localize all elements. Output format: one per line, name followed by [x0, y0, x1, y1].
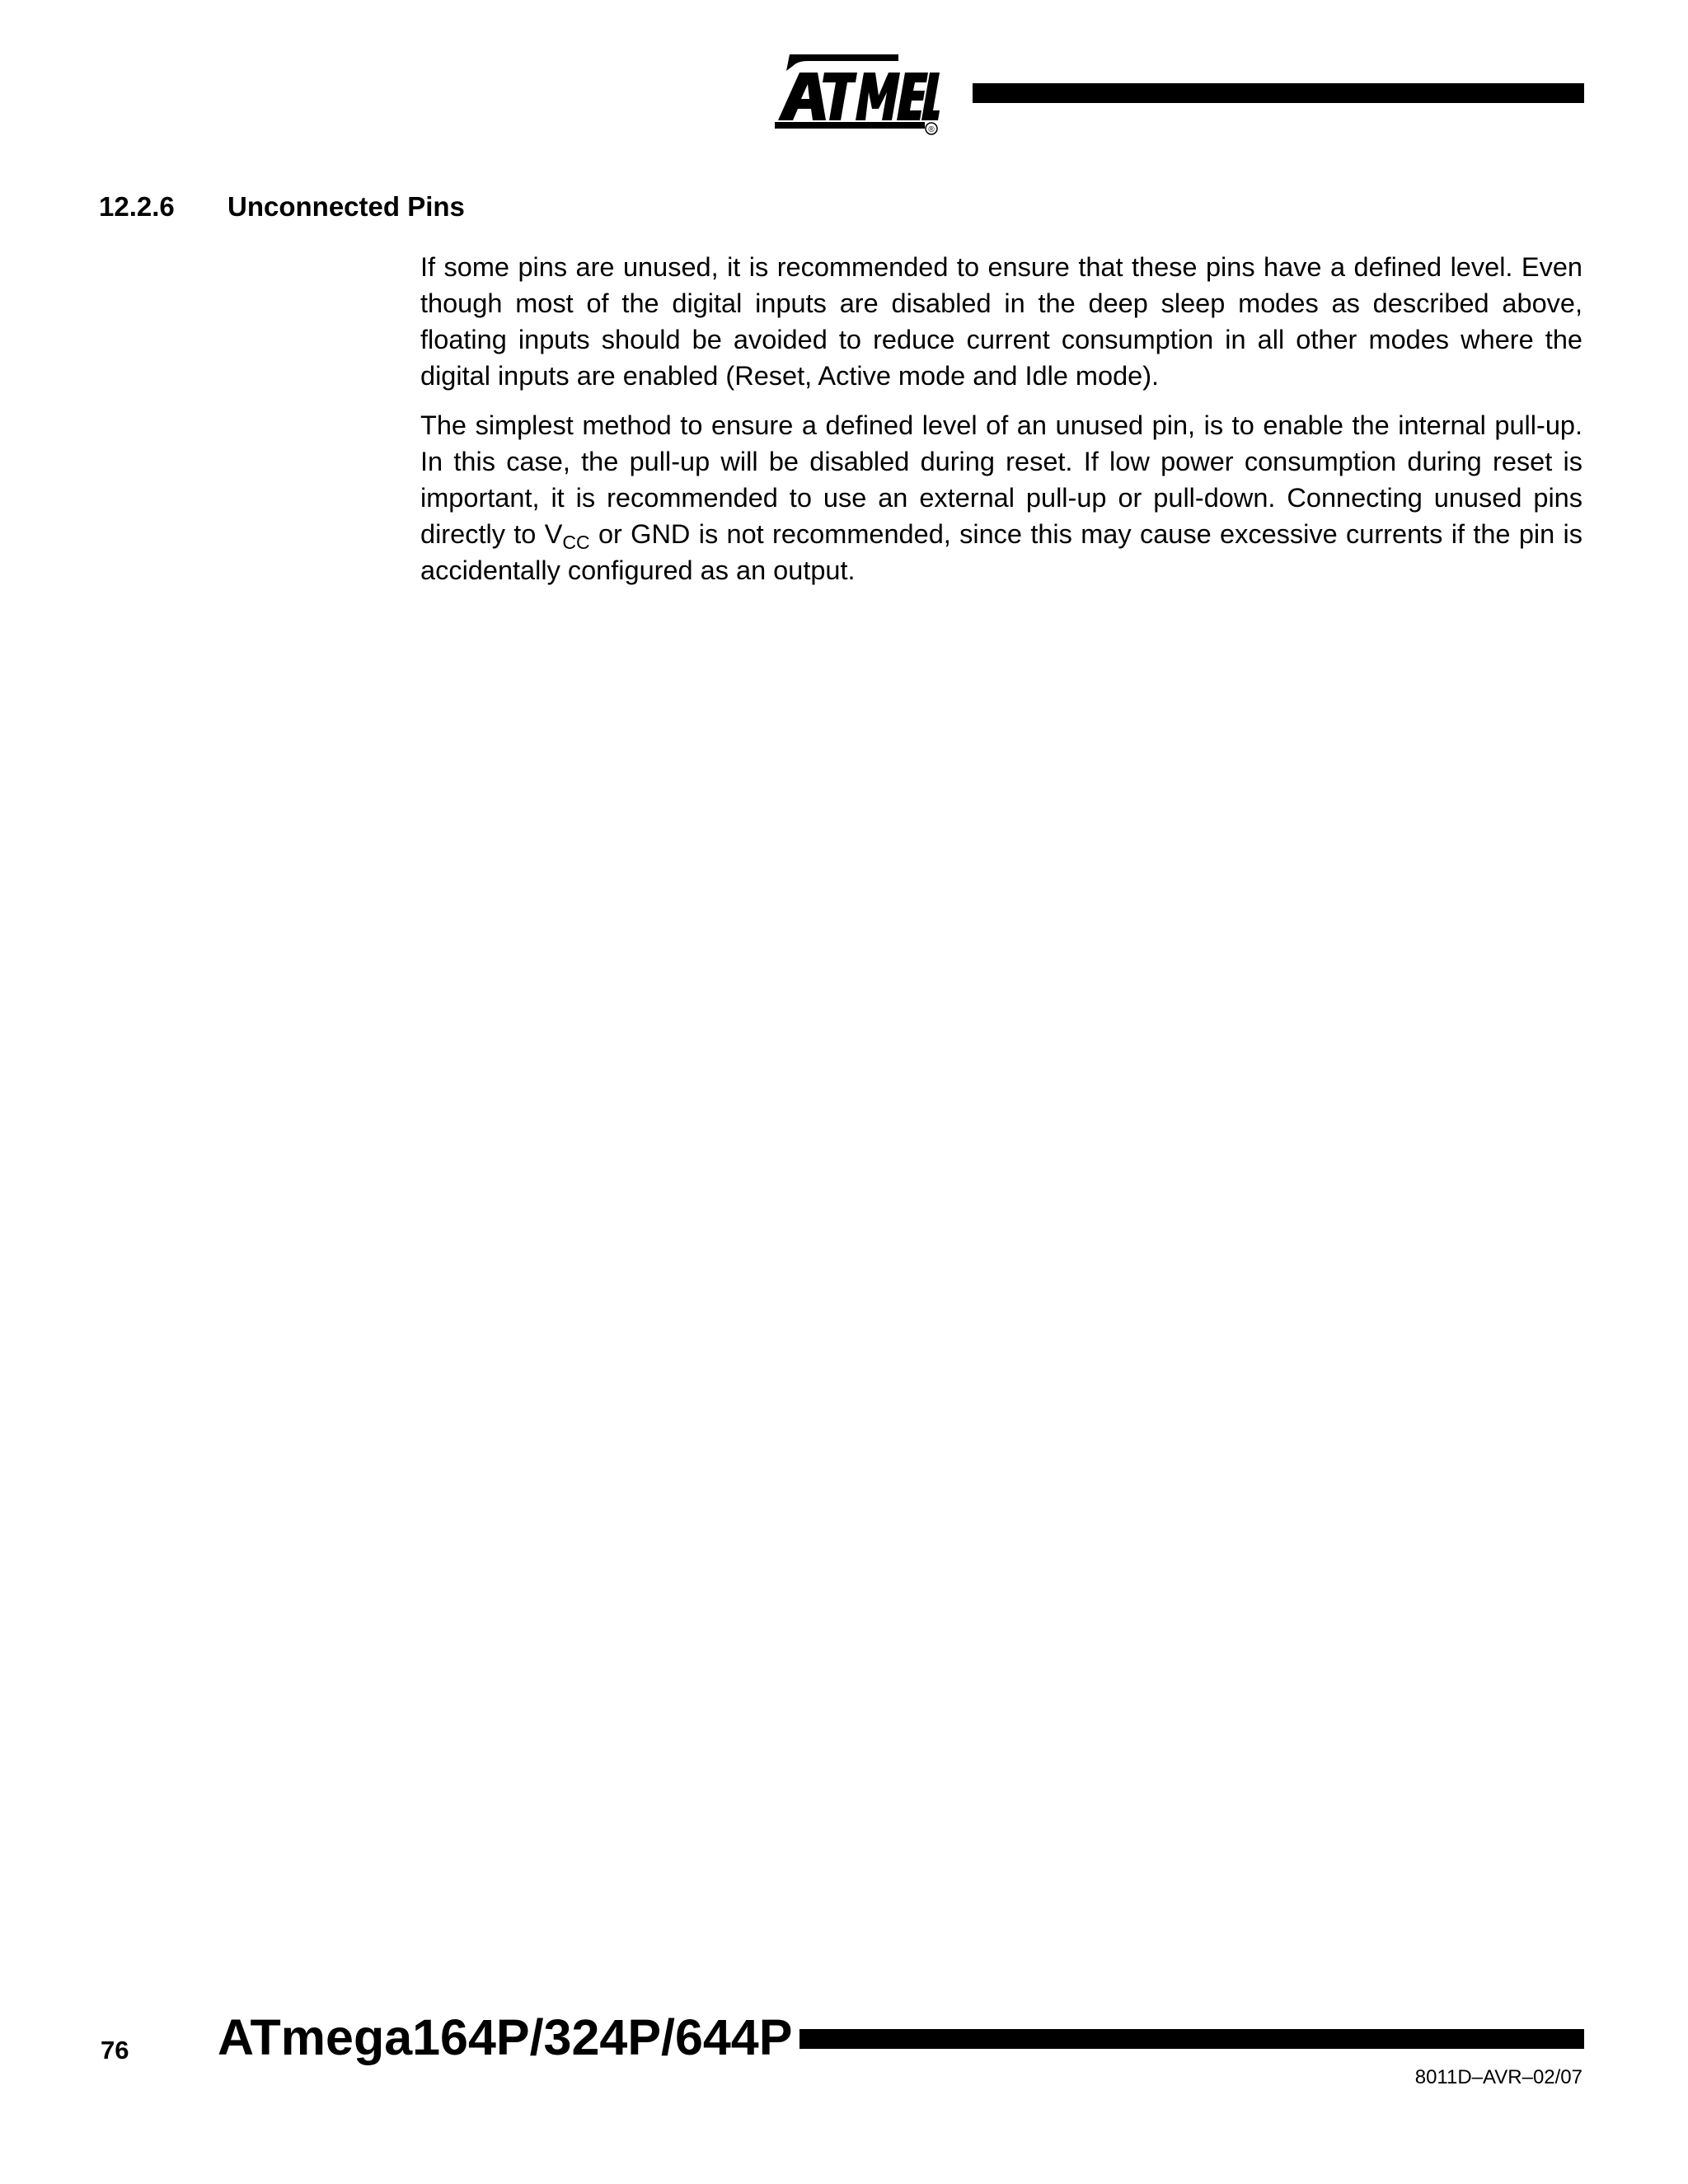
vcc-subscript: CC: [562, 532, 590, 553]
section-body: [420, 249, 1582, 602]
document-title: ATmega164P/324P/644P: [218, 2009, 793, 2065]
paragraph-2-text-before: The simplest method to ensure a defined level of an unused pin, is to enable the internal pull-up. In this case, the pull-up will be disabled during reset. If low power consumption during reset is important, it is recommended to use an external pull-up or pull-down. Connecting unused pins directly to V: [420, 410, 1582, 549]
paragraph-1: If some pins are unused, it is recommended to ensure that these pins have a defined level. Even though most of the digital inputs are disabled in the deep sleep modes as described above, floating inputs should be avoided to reduce current consumption in all other modes where the digital inputs are enabled (Reset, Active mode and Idle mode).: [420, 252, 1582, 391]
page-number: 76: [101, 2036, 129, 2064]
document-code: 8011D–AVR–02/07: [1414, 2066, 1582, 2088]
section-title: Unconnected Pins: [227, 191, 465, 222]
paragraph-2-text-after: or GND is not recommended, since this may cause excessive currents if the pin is accidentally configured as an output.: [420, 519, 1582, 585]
footer-rule: [799, 2029, 1584, 2049]
svg-text:®: ®: [928, 125, 935, 134]
paragraph-2: [420, 407, 1582, 588]
atmel-logo: [775, 49, 940, 137]
header-rule: [973, 83, 1584, 103]
section-number: 12.2.6: [99, 191, 175, 222]
atmel-logo-mark: [775, 49, 940, 137]
